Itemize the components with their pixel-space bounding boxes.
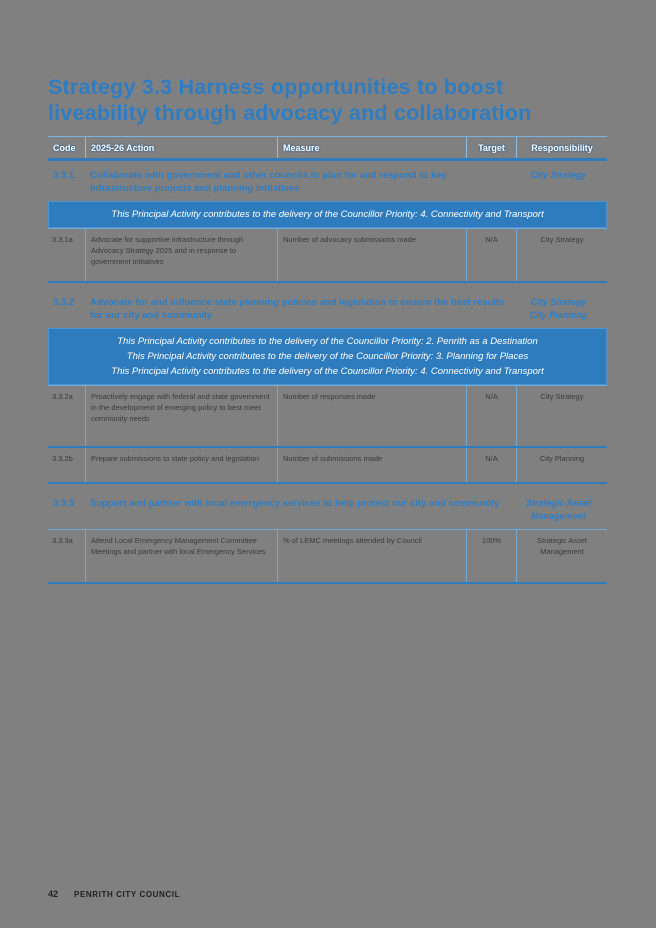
cell-measure: Number of submissions made: [277, 448, 466, 482]
cell-code: 3.3.2b: [52, 454, 73, 463]
table-row-333a: [48, 530, 607, 584]
page-number: 42: [48, 889, 59, 899]
section-code: 3.3.1: [53, 170, 75, 181]
table-row-332b: [48, 448, 607, 484]
section-responsibility-line: Strategic Asset Management: [525, 498, 592, 521]
page-title-line1: Strategy 3.3 Harness opportunities to boost: [48, 75, 504, 99]
priority-banner-line: This Principal Activity contributes to the delivery of the Councillor Priority: 3. Planning for Places: [126, 351, 529, 362]
column-header-target: Target: [466, 137, 516, 158]
section-action: Advocate for and influence state planning policies and legislation to ensure the best results for our city and community: [90, 297, 505, 321]
rows-group-333: [48, 529, 607, 584]
cell-target: N/A: [466, 386, 516, 446]
document-page: [48, 74, 607, 584]
section-code: 3.3.3: [53, 498, 75, 509]
page-footer: [48, 889, 180, 899]
cell-code: 3.3.1a: [52, 235, 73, 244]
cell-action: Advocate for supportive infrastructure through Advocacy Strategy 2025 and in response to government initiatives: [85, 229, 277, 281]
section-responsibility-line: City Strategy: [530, 297, 587, 307]
cell-code: 3.3.2a: [52, 392, 73, 401]
priority-banner-332: [48, 328, 607, 385]
footer-org-name: PENRITH CITY COUNCIL: [74, 890, 181, 899]
page-title: [48, 74, 607, 126]
column-header-responsibility: Responsibility: [516, 137, 607, 158]
section-row-333: [48, 489, 607, 529]
cell-measure: Number of responses made: [277, 386, 466, 446]
table-row-332a: [48, 386, 607, 448]
page-title-line2: liveability through advocacy and collaboration: [48, 101, 532, 125]
section-responsibility: [510, 169, 607, 182]
priority-banner-line: This Principal Activity contributes to the delivery of the Councillor Priority: 4. Connectivity and Transport: [111, 366, 544, 377]
priority-banner-331: [48, 201, 607, 228]
column-header-code: Code: [53, 142, 76, 153]
cell-action: Attend Local Emergency Management Committee Meetings and partner with local Emergency Services: [85, 530, 277, 582]
cell-responsibility: Strategic Asset Management: [516, 530, 607, 582]
cell-action: Prepare submissions to state policy and legislation: [85, 448, 277, 482]
column-header-action: 2025-26 Action: [85, 137, 277, 158]
section-row-332: [48, 288, 607, 328]
cell-target: 100%: [466, 530, 516, 582]
rows-group-332: [48, 385, 607, 484]
cell-measure: Number of advocacy submissions made: [277, 229, 466, 281]
rows-group-331: [48, 228, 607, 283]
actions-table: [48, 136, 607, 584]
cell-responsibility: City Strategy: [516, 386, 607, 446]
cell-responsibility: City Strategy: [516, 229, 607, 281]
section-code: 3.3.2: [53, 297, 75, 308]
section-row-331: [48, 161, 607, 201]
cell-measure: % of LEMC meetings attended by Council: [277, 530, 466, 582]
section-responsibility-line: City Strategy: [530, 170, 587, 180]
table-row-331a: [48, 229, 607, 283]
cell-responsibility: City Planning: [516, 448, 607, 482]
priority-banner-line: This Principal Activity contributes to the delivery of the Councillor Priority: 4. Connectivity and Transport: [111, 209, 544, 220]
section-responsibility: [510, 497, 607, 523]
cell-target: N/A: [466, 229, 516, 281]
section-action: Collaborate with government and other councils to plan for and respond to key infrastructure projects and planning initiatives: [90, 170, 447, 194]
cell-target: N/A: [466, 448, 516, 482]
priority-banner-line: This Principal Activity contributes to the delivery of the Councillor Priority: 2. Penrith as a Destination: [117, 336, 538, 347]
section-responsibility-line: City Planning: [529, 310, 588, 320]
table-header-row: [48, 136, 607, 161]
cell-code: 3.3.3a: [52, 536, 73, 545]
section-action: Support and partner with local emergency services to help protect our city and community: [90, 498, 500, 509]
section-responsibility: [510, 296, 607, 322]
cell-action: Proactively engage with federal and state government in the development of emerging policy to best meet community needs: [85, 386, 277, 446]
column-header-measure: Measure: [277, 137, 466, 158]
